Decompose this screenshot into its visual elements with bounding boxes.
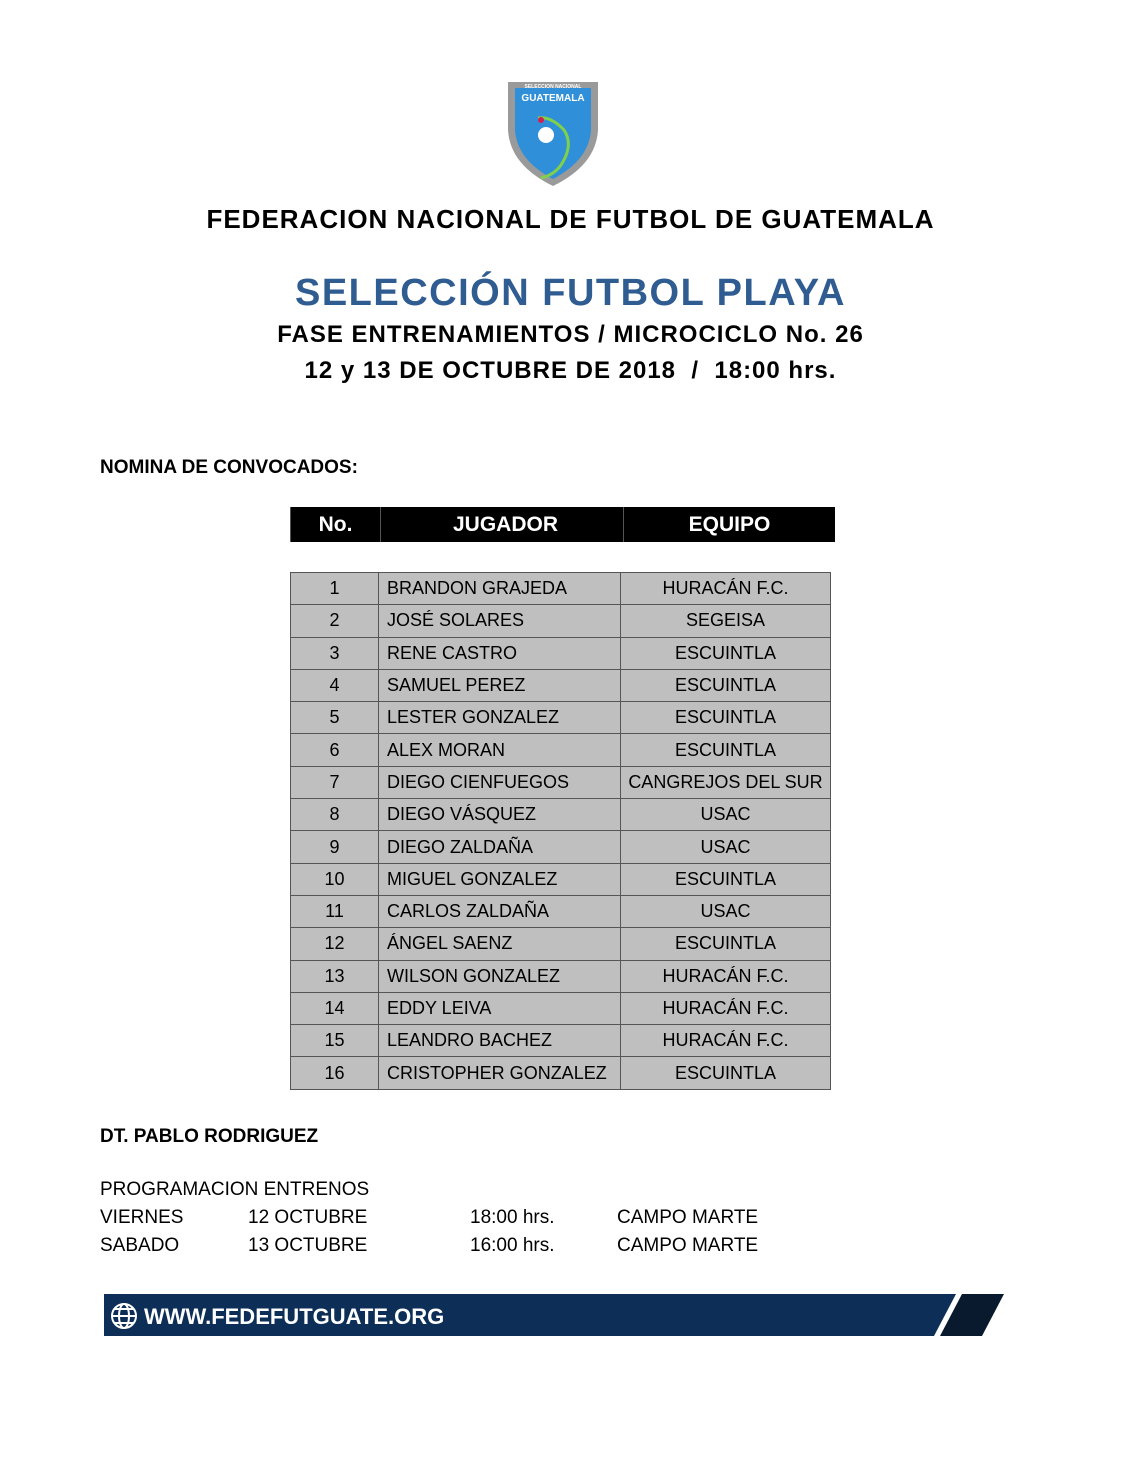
player-team: HURACÁN F.C. [621,992,831,1024]
player-team: ESCUINTLA [621,637,831,669]
table-row [291,928,831,960]
player-team: ESCUINTLA [621,669,831,701]
schedule-day: SABADO [100,1235,180,1256]
page-title: SELECCIÓN FUTBOL PLAYA [294,272,846,314]
schedule-day: VIERNES [100,1207,184,1228]
player-number: 15 [291,1025,379,1057]
player-number: 1 [291,573,379,605]
player-number: 9 [291,831,379,863]
player-team: SEGEISA [621,605,831,637]
player-number: 10 [291,863,379,895]
schedule-place: CAMPO MARTE [617,1207,759,1228]
player-team: USAC [621,895,831,927]
table-row [291,702,831,734]
table-row [291,573,831,605]
player-name: BRANDON GRAJEDA [379,573,621,605]
player-number: 8 [291,799,379,831]
player-number: 2 [291,605,379,637]
player-number: 11 [291,895,379,927]
table-row [291,605,831,637]
player-team: CANGREJOS DEL SUR [621,766,831,798]
table-row [291,799,831,831]
subtitle-dates: 12 y 13 DE OCTUBRE DE 2018 / 18:00 hrs. [304,357,837,384]
table-row [291,669,831,701]
table-row [291,637,831,669]
player-name: LESTER GONZALEZ [379,702,621,734]
player-team: ESCUINTLA [621,863,831,895]
player-name: SAMUEL PEREZ [379,669,621,701]
player-team: USAC [621,831,831,863]
player-team: ESCUINTLA [621,1057,831,1089]
table-row [291,1057,831,1089]
player-number: 14 [291,992,379,1024]
player-team: ESCUINTLA [621,734,831,766]
player-name: CARLOS ZALDAÑA [379,895,621,927]
schedule-title: PROGRAMACION ENTRENOS [100,1179,370,1200]
table-row [291,766,831,798]
website-url[interactable]: WWW.FEDEFUTGUATE.ORG [144,1304,445,1329]
table-row [291,863,831,895]
player-number: 13 [291,960,379,992]
federation-logo [506,80,600,188]
table-row [291,992,831,1024]
player-name: ALEX MORAN [379,734,621,766]
player-team: ESCUINTLA [621,928,831,960]
schedule-time: 18:00 hrs. [470,1207,555,1228]
player-name: WILSON GONZALEZ [379,960,621,992]
player-name: RENE CASTRO [379,637,621,669]
nomina-label: NOMINA DE CONVOCADOS: [100,457,358,478]
schedule-place: CAMPO MARTE [617,1235,759,1256]
footer-banner [104,1294,1004,1336]
player-name: CRISTOPHER GONZALEZ [379,1057,621,1089]
player-number: 12 [291,928,379,960]
header-equipo: EQUIPO [624,507,836,542]
federation-name: FEDERACION NACIONAL DE FUTBOL DE GUATEMALA [206,204,935,234]
player-name: JOSÉ SOLARES [379,605,621,637]
player-team: HURACÁN F.C. [621,960,831,992]
player-number: 6 [291,734,379,766]
subtitle-phase: FASE ENTRENAMIENTOS / MICROCICLO No. 26 [277,321,864,348]
coach-name: DT. PABLO RODRIGUEZ [100,1126,319,1147]
player-name: LEANDRO BACHEZ [379,1025,621,1057]
player-team: USAC [621,799,831,831]
svg-text:SELECCION NACIONAL: SELECCION NACIONAL [524,84,582,90]
player-name: DIEGO CIENFUEGOS [379,766,621,798]
table-row [291,960,831,992]
player-number: 5 [291,702,379,734]
table-row [291,1025,831,1057]
player-team: HURACÁN F.C. [621,1025,831,1057]
svg-text:GUATEMALA: GUATEMALA [521,93,585,104]
player-team: HURACÁN F.C. [621,573,831,605]
schedule-date: 13 OCTUBRE [248,1235,368,1256]
table-row [291,895,831,927]
player-name: DIEGO ZALDAÑA [379,831,621,863]
table-row [291,831,831,863]
player-number: 16 [291,1057,379,1089]
header-jugador: JUGADOR [381,507,624,542]
header-no: No. [291,507,381,542]
table-row [291,734,831,766]
roster-table [290,572,831,1090]
player-name: ÁNGEL SAENZ [379,928,621,960]
player-team: ESCUINTLA [621,702,831,734]
player-number: 4 [291,669,379,701]
player-name: MIGUEL GONZALEZ [379,863,621,895]
schedule-time: 16:00 hrs. [470,1235,555,1256]
player-name: EDDY LEIVA [379,992,621,1024]
player-number: 7 [291,766,379,798]
schedule-date: 12 OCTUBRE [248,1207,368,1228]
player-name: DIEGO VÁSQUEZ [379,799,621,831]
roster-table-header [290,507,835,542]
player-number: 3 [291,637,379,669]
